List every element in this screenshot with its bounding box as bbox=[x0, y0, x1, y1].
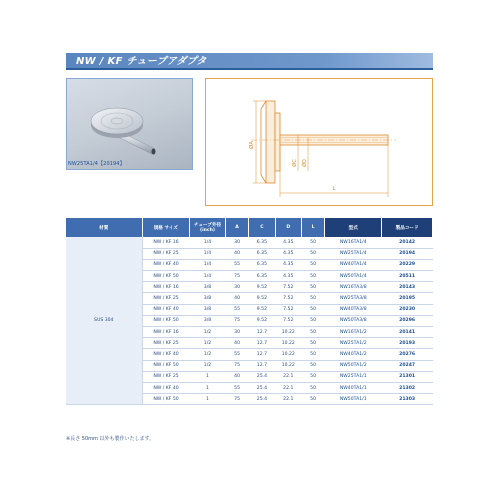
cell-tube: 3/8 bbox=[190, 304, 226, 315]
cell-a: 40 bbox=[225, 248, 248, 259]
cell-c: 9.52 bbox=[249, 315, 275, 326]
cell-type: NW50TA1/4 bbox=[325, 271, 382, 282]
cell-d: 7.52 bbox=[275, 315, 301, 326]
cell-d: 10.22 bbox=[275, 360, 301, 371]
cell-size: NW / KF 50 bbox=[142, 360, 190, 371]
cell-size: NW / KF 50 bbox=[142, 315, 190, 326]
cell-size: NW / KF 25 bbox=[142, 248, 190, 259]
cell-a: 30 bbox=[225, 237, 248, 248]
cell-tube: 1/2 bbox=[190, 338, 226, 349]
header-code: 製品コード bbox=[382, 218, 433, 237]
cell-a: 30 bbox=[225, 327, 248, 338]
cell-type: NW25TA3/8 bbox=[325, 293, 382, 304]
cell-c: 9.52 bbox=[249, 304, 275, 315]
cell-l: 50 bbox=[301, 271, 324, 282]
cell-a: 75 bbox=[225, 271, 248, 282]
cell-d: 4.35 bbox=[275, 237, 301, 248]
cell-tube: 3/8 bbox=[190, 282, 226, 293]
cell-d: 7.52 bbox=[275, 282, 301, 293]
cell-type: NW40TA1/4 bbox=[325, 259, 382, 270]
cell-d: 7.52 bbox=[275, 293, 301, 304]
cell-a: 75 bbox=[225, 394, 248, 405]
product-photo bbox=[66, 78, 193, 170]
cell-a: 75 bbox=[225, 315, 248, 326]
cell-type: NW25TA1/2 bbox=[325, 338, 382, 349]
tube-adapter-image bbox=[67, 79, 193, 170]
cell-d: 22.1 bbox=[275, 371, 301, 382]
table-header-row bbox=[66, 218, 433, 237]
cell-size: NW / KF 16 bbox=[142, 237, 190, 248]
cell-a: 55 bbox=[225, 382, 248, 393]
cell-l: 50 bbox=[301, 349, 324, 360]
cell-a: 40 bbox=[225, 338, 248, 349]
table-row bbox=[66, 237, 433, 248]
label-c: ØC bbox=[292, 159, 298, 167]
cell-tube: 1/2 bbox=[190, 360, 226, 371]
cell-type: NW25TA1/4 bbox=[325, 248, 382, 259]
header-tube-od-line1: チューブ外径 bbox=[193, 223, 222, 228]
cell-tube: 3/8 bbox=[190, 293, 226, 304]
cell-size: NW / KF 40 bbox=[142, 382, 190, 393]
header-tube-od-line2: (inch) bbox=[199, 228, 216, 233]
cell-size: NW / KF 40 bbox=[142, 259, 190, 270]
header-type: 型式 bbox=[325, 218, 382, 237]
cell-code: 20247 bbox=[382, 360, 433, 371]
cell-l: 50 bbox=[301, 382, 324, 393]
label-l: L bbox=[332, 186, 336, 192]
cell-c: 6.35 bbox=[249, 248, 275, 259]
spec-table bbox=[66, 218, 433, 405]
cell-code: 20276 bbox=[382, 349, 433, 360]
cell-l: 50 bbox=[301, 315, 324, 326]
spec-table-body bbox=[66, 237, 433, 405]
cell-size: NW / KF 50 bbox=[142, 394, 190, 405]
cell-code: 20511 bbox=[382, 271, 433, 282]
cell-size: NW / KF 50 bbox=[142, 271, 190, 282]
cell-a: 75 bbox=[225, 360, 248, 371]
cell-c: 6.35 bbox=[249, 237, 275, 248]
flange-outline bbox=[261, 101, 280, 183]
cell-tube: 3/8 bbox=[190, 315, 226, 326]
cell-tube: 1/4 bbox=[190, 237, 226, 248]
cell-size: NW / KF 25 bbox=[142, 293, 190, 304]
cell-tube: 1/2 bbox=[190, 327, 226, 338]
cell-tube: 1/4 bbox=[190, 271, 226, 282]
cell-c: 12.7 bbox=[249, 338, 275, 349]
cell-code: 21302 bbox=[382, 382, 433, 393]
cell-type: NW16TA3/8 bbox=[325, 282, 382, 293]
cell-size: NW / KF 16 bbox=[142, 282, 190, 293]
cell-tube: 1 bbox=[190, 394, 226, 405]
cell-a: 55 bbox=[225, 304, 248, 315]
cell-l: 50 bbox=[301, 237, 324, 248]
cell-c: 12.7 bbox=[249, 349, 275, 360]
cell-code: 20230 bbox=[382, 304, 433, 315]
cell-a: 55 bbox=[225, 259, 248, 270]
cell-type: NW50TA3/8 bbox=[325, 315, 382, 326]
cell-l: 50 bbox=[301, 371, 324, 382]
header-c: C bbox=[249, 218, 275, 237]
cell-code: 21301 bbox=[382, 371, 433, 382]
cell-code: 20194 bbox=[382, 248, 433, 259]
cell-l: 50 bbox=[301, 282, 324, 293]
cell-d: 7.52 bbox=[275, 304, 301, 315]
cell-d: 4.35 bbox=[275, 259, 301, 270]
cell-a: 30 bbox=[225, 282, 248, 293]
cell-c: 25.4 bbox=[249, 371, 275, 382]
cell-type: NW16TA1/4 bbox=[325, 237, 382, 248]
cell-size: NW / KF 25 bbox=[142, 338, 190, 349]
cell-code: 20296 bbox=[382, 315, 433, 326]
cell-code: 20229 bbox=[382, 259, 433, 270]
footnote: ※長さ 50mm 以外も製作いたします。 bbox=[66, 436, 155, 442]
cell-d: 22.1 bbox=[275, 382, 301, 393]
cell-size: NW / KF 40 bbox=[142, 349, 190, 360]
header-a: A bbox=[225, 218, 248, 237]
dimension-drawing bbox=[206, 79, 434, 207]
cell-code: 20195 bbox=[382, 293, 433, 304]
cell-c: 9.52 bbox=[249, 293, 275, 304]
cell-type: NW40TA1/2 bbox=[325, 349, 382, 360]
cell-type: NW50TA1/1 bbox=[325, 394, 382, 405]
material-cell: SUS 304 bbox=[66, 237, 142, 405]
cell-d: 4.35 bbox=[275, 271, 301, 282]
cell-c: 9.52 bbox=[249, 282, 275, 293]
header-size: 規格 サイズ bbox=[142, 218, 190, 237]
page-title: NW / KF チューブアダプタ bbox=[66, 53, 433, 70]
cell-type: NW40TA3/8 bbox=[325, 304, 382, 315]
cell-tube: 1/4 bbox=[190, 248, 226, 259]
cell-size: NW / KF 16 bbox=[142, 327, 190, 338]
technical-drawing bbox=[205, 78, 433, 206]
cell-type: NW25TA1/1 bbox=[325, 371, 382, 382]
cell-l: 50 bbox=[301, 394, 324, 405]
cell-size: NW / KF 40 bbox=[142, 304, 190, 315]
cell-code: 20141 bbox=[382, 327, 433, 338]
cell-c: 12.7 bbox=[249, 360, 275, 371]
cell-type: NW50TA1/2 bbox=[325, 360, 382, 371]
cell-tube: 1 bbox=[190, 382, 226, 393]
header-tube-od bbox=[190, 218, 226, 237]
cell-d: 22.1 bbox=[275, 394, 301, 405]
cell-d: 10.22 bbox=[275, 327, 301, 338]
cell-l: 50 bbox=[301, 248, 324, 259]
cell-code: 21303 bbox=[382, 394, 433, 405]
header-d: D bbox=[275, 218, 301, 237]
cell-l: 50 bbox=[301, 259, 324, 270]
cell-l: 50 bbox=[301, 304, 324, 315]
label-d: ØD bbox=[302, 159, 308, 167]
cell-type: NW16TA1/2 bbox=[325, 327, 382, 338]
cell-type: NW40TA1/1 bbox=[325, 382, 382, 393]
cell-l: 50 bbox=[301, 293, 324, 304]
cell-a: 40 bbox=[225, 371, 248, 382]
cell-a: 40 bbox=[225, 293, 248, 304]
cell-code: 20193 bbox=[382, 338, 433, 349]
label-a: ØA bbox=[249, 140, 255, 150]
cell-code: 20143 bbox=[382, 282, 433, 293]
cell-d: 10.22 bbox=[275, 338, 301, 349]
cell-code: 20142 bbox=[382, 237, 433, 248]
cell-a: 55 bbox=[225, 349, 248, 360]
cell-c: 6.35 bbox=[249, 259, 275, 270]
cell-d: 10.22 bbox=[275, 349, 301, 360]
cell-tube: 1 bbox=[190, 371, 226, 382]
cell-d: 4.35 bbox=[275, 248, 301, 259]
cell-c: 25.4 bbox=[249, 394, 275, 405]
cell-c: 12.7 bbox=[249, 327, 275, 338]
cell-c: 25.4 bbox=[249, 382, 275, 393]
cell-tube: 1/2 bbox=[190, 349, 226, 360]
cell-l: 50 bbox=[301, 360, 324, 371]
cell-l: 50 bbox=[301, 338, 324, 349]
cell-size: NW / KF 25 bbox=[142, 371, 190, 382]
photo-caption: NW25TA1/4【20194】 bbox=[68, 161, 125, 167]
header-l: L bbox=[301, 218, 324, 237]
header-material: 材質 bbox=[66, 218, 142, 237]
cell-tube: 1/4 bbox=[190, 259, 226, 270]
cell-c: 6.35 bbox=[249, 271, 275, 282]
cell-l: 50 bbox=[301, 327, 324, 338]
